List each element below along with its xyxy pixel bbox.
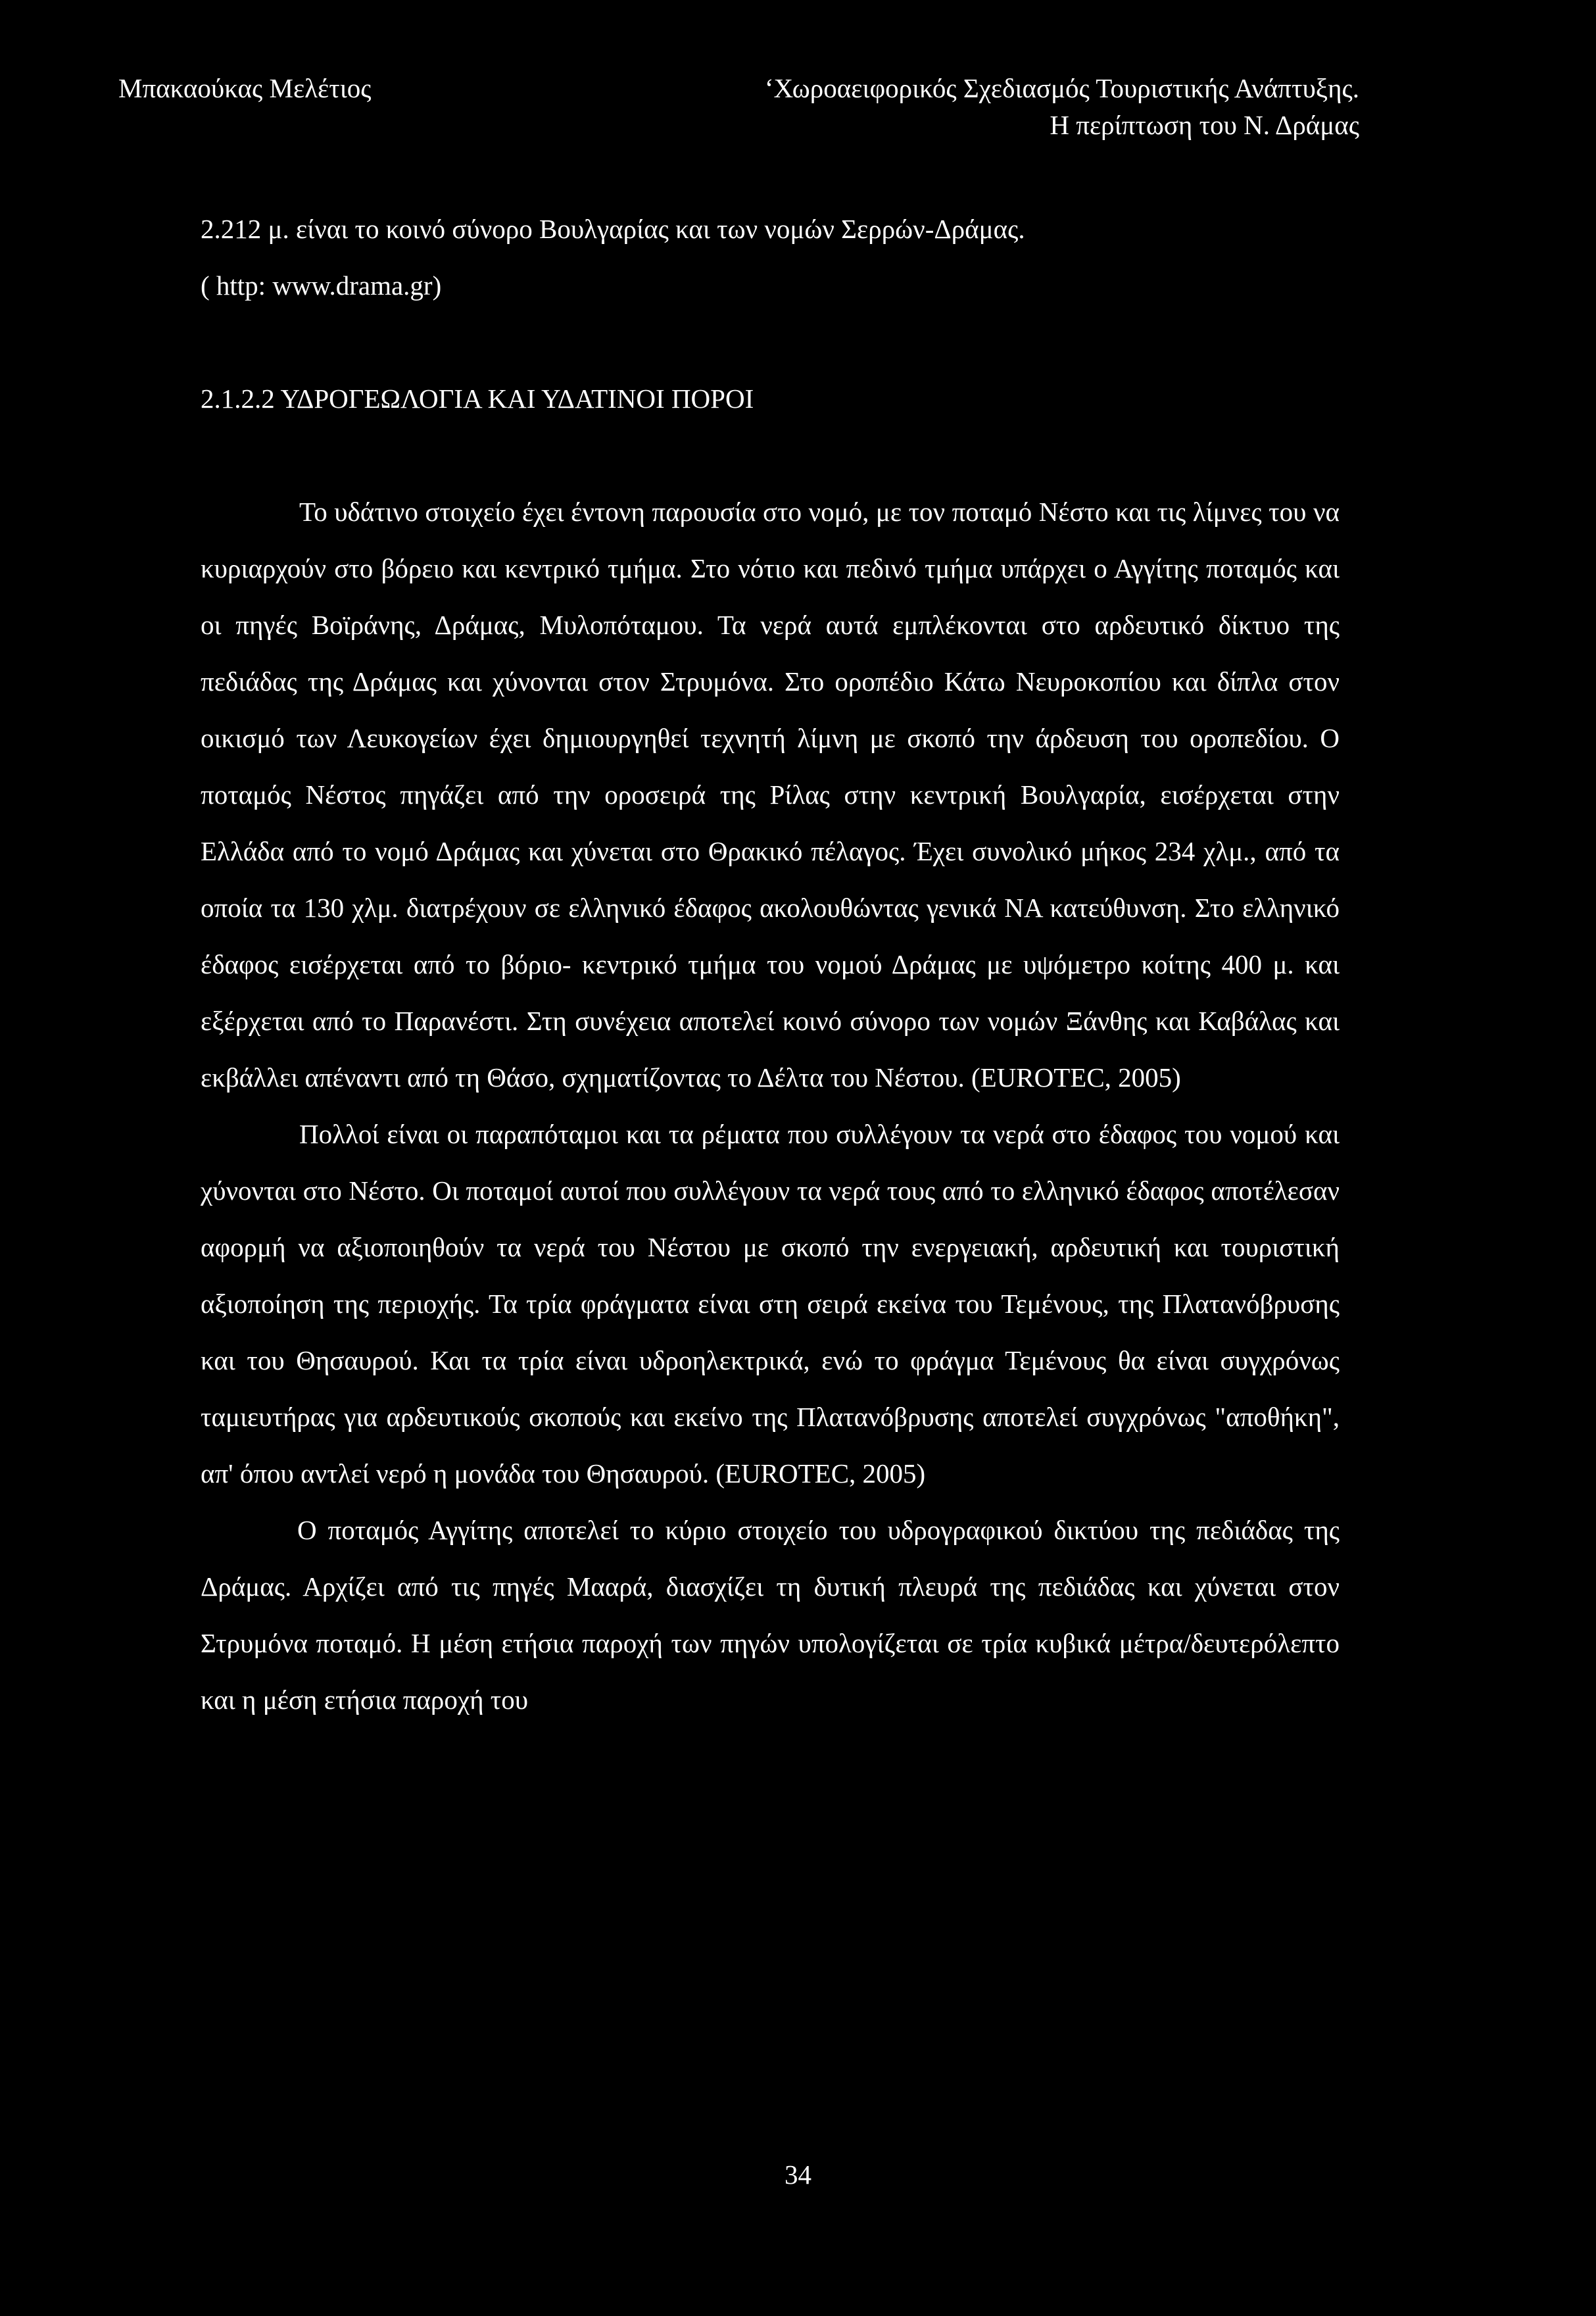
document-body	[201, 201, 1340, 1728]
page-header	[118, 70, 1359, 149]
header-title-line2: Η περίπτωση του Ν. Δράμας	[1050, 110, 1359, 140]
intro-line: 2.212 μ. είναι το κοινό σύνορο Βουλγαρίας και των νομών Σερρών-Δράμας.	[201, 214, 1025, 244]
paragraph-1: Το υδάτινο στοιχείο έχει έντονη παρουσία στο νομό, με τον ποταμό Νέστο και τις λίμνες του να κυριαρχούν στο βόρειο και κεντρικό τμήμα. Στο νότιο και πεδινό τμήμα υπάρχει ο Αγγίτης ποταμός και οι πηγές Βοϊράνης, Δράμας, Μυλοπόταμου. Τα νερά αυτά εμπλέκονται στο αρδευτικό δίκτυο της πεδιάδας της Δράμας και χύνονται στον Στρυμόνα. Στο οροπέδιο Κάτω Νευροκοπίου και δίπλα στον οικισμό των Λευκογείων έχει δημιουργηθεί τεχνητή λίμνη με σκοπό την άρδευση του οροπεδίου. Ο ποταμός Νέστος πηγάζει από την οροσειρά της Ρίλας στην κεντρική Βουλγαρία, εισέρχεται στην Ελλάδα από το νομό Δράμας και χύνεται στο Θρακικό πέλαγος. Έχει συνολικό μήκος 234 χλμ., από τα οποία τα 130 χλμ. διατρέχουν σε ελληνικό έδαφος ακολουθώντας γενικά ΝΑ κατεύθυνση. Στο ελληνικό έδαφος εισέρχεται από το βόριο- κεντρικό τμήμα του νομού Δράμας με υψόμετρο κοίτης 400 μ. και εξέρχεται από το Παρανέστι. Στη συνέχεια αποτελεί κοινό σύνορο των νομών Ξάνθης και Καβάλας και εκβάλλει απέναντι από τη Θάσο, σχηματίζοντας το Δέλτα του Νέστου. (EUROTEC, 2005)	[201, 497, 1340, 1093]
spacer	[201, 427, 1340, 483]
intro-source: ( http: www.drama.gr)	[201, 270, 442, 301]
section-heading: 2.1.2.2 ΥΔΡΟΓΕΩΛΟΓΙΑ ΚΑΙ ΥΔΑΤΙΝΟΙ ΠΟΡΟΙ	[201, 383, 754, 414]
header-author: Μπακαούκας Μελέτιος	[118, 73, 372, 103]
header-title	[765, 70, 1359, 143]
paragraph-3: Ο ποταμός Αγγίτης αποτελεί το κύριο στοιχείο του υδρογραφικού δικτύου της πεδιάδας της Δράμας. Αρχίζει από τις πηγές Μααρά, διασχίζει τη δυτική πλευρά της πεδιάδας και χύνεται στον Στρυμόνα ποταμό. Η μέση ετήσια παροχή των πηγών υπολογίζεται σε τρία κυβικά μέτρα/δευτερόλεπτο και η μέση ετήσια παροχή του	[201, 1515, 1340, 1715]
header-title-line1: ‘Χωροαειφορικός Σχεδιασμός Τουριστικής Ανάπτυξης.	[764, 73, 1359, 103]
page-number: 34	[785, 2159, 811, 2190]
spacer	[201, 314, 1340, 370]
paragraph-2: Πολλοί είναι οι παραπόταμοι και τα ρέματα που συλλέγουν τα νερά στο έδαφος του νομού και χύνονται στο Νέστο. Οι ποταμοί αυτοί που συλλέγουν τα νερά τους από το ελληνικό έδαφος αποτέλεσαν αφορμή να αξιοποιηθούν τα νερά του Νέστου με σκοπό την ενεργειακή, αρδευτική και τουριστική αξιοποίηση της περιοχής. Τα τρία φράγματα είναι στη σειρά εκείνα του Τεμένους, της Πλατανόβρυσης και του Θησαυρού. Και τα τρία είναι υδροηλεκτρικά, ενώ το φράγμα Τεμένους θα είναι συγχρόνως ταμιευτήρας για αρδευτικούς σκοπούς και εκείνο της Πλατανόβρυσης αποτελεί συγχρόνως "αποθήκη", απ' όπου αντλεί νερό η μονάδα του Θησαυρού. (EUROTEC, 2005)	[201, 1119, 1340, 1489]
